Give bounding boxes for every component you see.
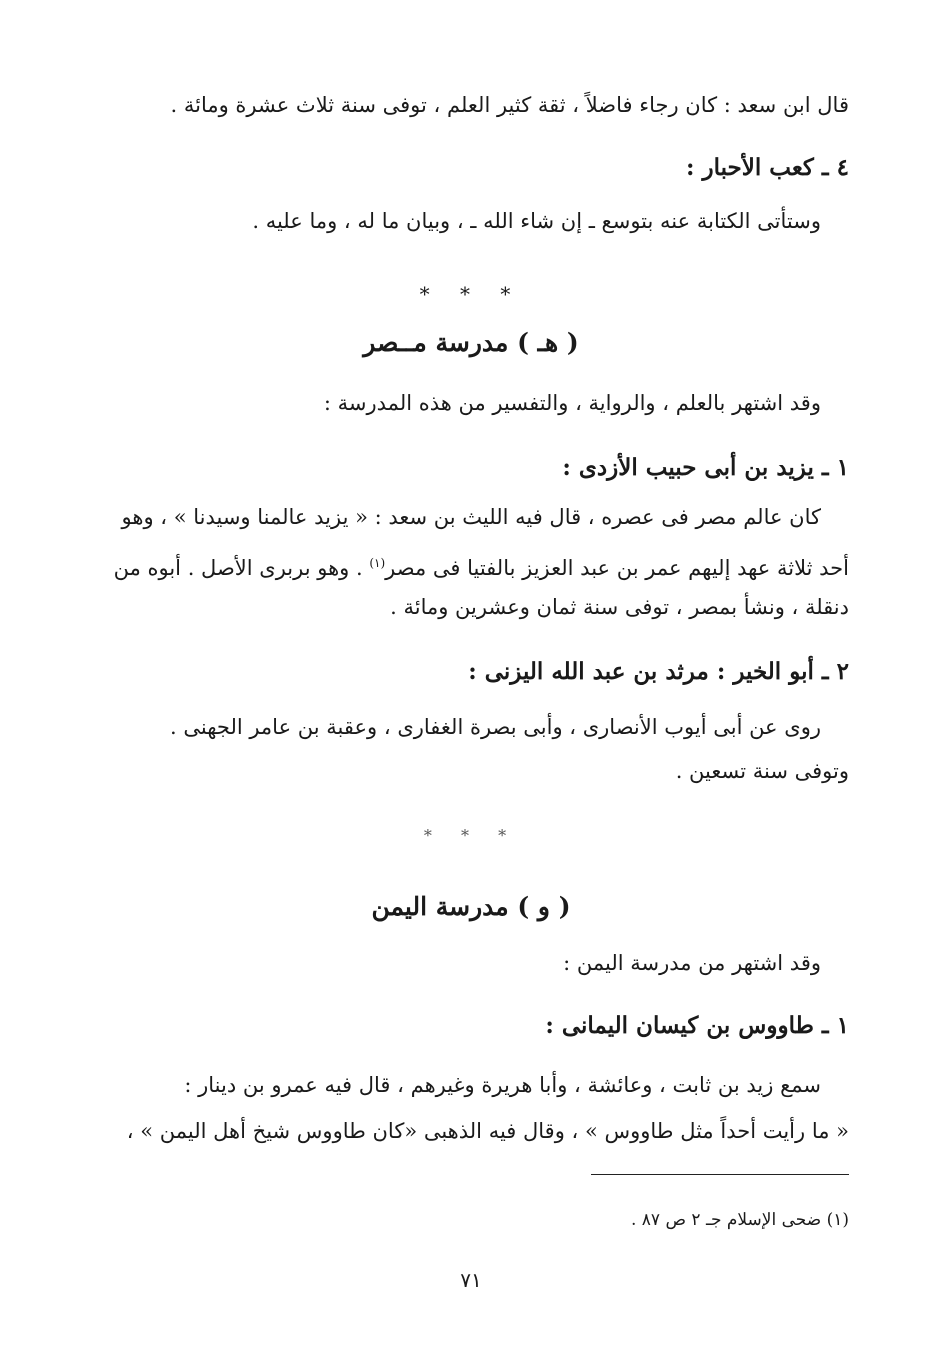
separator-stars-2: * * *: [423, 826, 519, 845]
footnote-ref: (١): [369, 556, 386, 570]
section-title-yemen: ( و ) مدرسة اليمن: [371, 892, 571, 921]
heading-tawus: ١ ـ طاووس بن كيسان اليمانى :: [545, 1012, 849, 1039]
paragraph-abu-khair-line-2: وتوفى سنة تسعين .: [675, 759, 849, 783]
yazid-text-a: أحد ثلاثة عهد إليهم عمر بن عبد العزيز بالفتيا فى مصر: [385, 556, 849, 580]
separator-stars: * * *: [419, 282, 523, 306]
paragraph-kaab: وستأتى الكتابة عنه بتوسع ـ إن شاء الله ـ ، وبيان ما له ، وما عليه .: [252, 209, 821, 233]
footnote-text: (١) ضحى الإسلام جـ ٢ ص ٨٧ .: [630, 1210, 849, 1230]
paragraph-raja: قال ابن سعد : كان رجاء فاضلاً ، ثقة كثير العلم ، توفى سنة ثلاث عشرة ومائة .: [170, 93, 849, 117]
heading-abu-al-khair: ٢ ـ أبو الخير : مرثد بن عبد الله اليزنى :: [468, 658, 849, 685]
paragraph-yazid-line-2: [108, 542, 849, 589]
paragraph-yazid-line-1: كان عالم مصر فى عصره ، قال فيه الليث بن سعد : « يزيد عالمنا وسيدنا » ، وهو: [121, 505, 821, 529]
paragraph-tawus-line-1: سمع زيد بن ثابت ، وعائشة ، وأبا هريرة وغيرهم ، قال فيه عمرو بن دينار :: [184, 1073, 821, 1097]
yazid-text-b: . وهو بربرى الأصل . أبوه من: [113, 556, 370, 580]
section-title-egypt: ( هـ ) مدرسة مــصر: [363, 328, 579, 357]
footnote-divider: [591, 1174, 849, 1175]
heading-kaab-al-ahbar: ٤ ـ كعب الأحبار :: [685, 154, 849, 181]
paragraph-egypt-intro: وقد اشتهر بالعلم ، والرواية ، والتفسير من هذه المدرسة :: [323, 391, 821, 415]
paragraph-yazid-line-3: دنقلة ، ونشأ بمصر ، توفى سنة ثمان وعشرين ومائة .: [390, 595, 849, 619]
paragraph-yemen-intro: وقد اشتهر من مدرسة اليمن :: [563, 951, 821, 975]
page-number: ٧١: [460, 1268, 482, 1292]
heading-yazid: ١ ـ يزيد بن أبى حبيب الأزدى :: [562, 454, 849, 481]
paragraph-abu-khair-line-1: روى عن أبى أيوب الأنصارى ، وأبى بصرة الغفارى ، وعقبة بن عامر الجهنى .: [170, 715, 821, 739]
paragraph-tawus-line-2: « ما رأيت أحداً مثل طاووس » ، وقال فيه الذهبى «كان طاووس شيخ أهل اليمن » ،: [126, 1119, 849, 1143]
